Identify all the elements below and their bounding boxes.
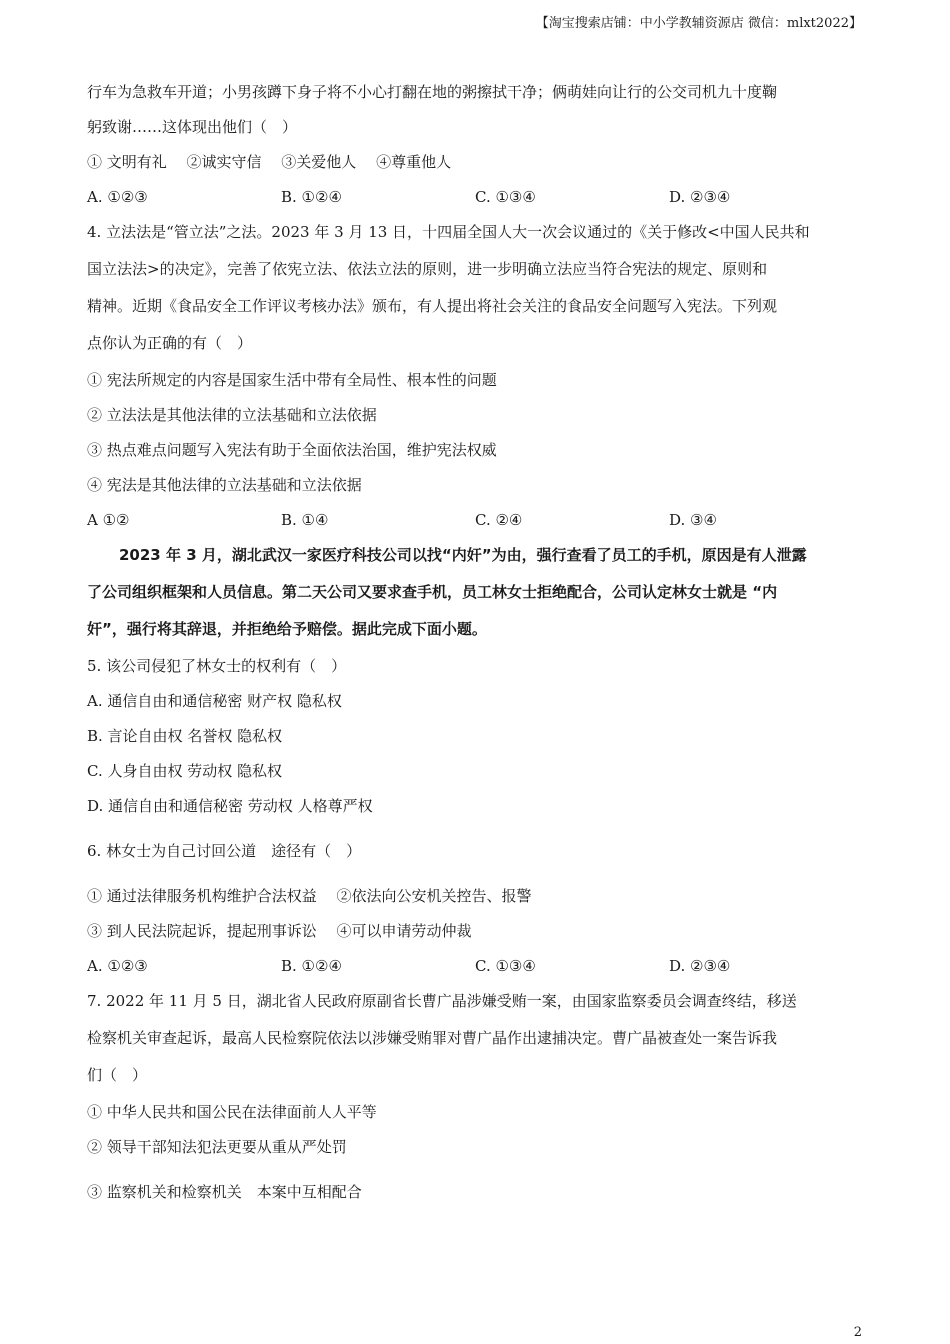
q4-statement-1: ① 宪法所规定的内容是国家生活中带有全局性、根本性的问题 [87,371,497,389]
material-line-3: 奸”，强行将其辞退，并拒绝给予赔偿。据此完成下面小题。 [87,620,487,638]
q5-option-b: B. 言论自由权 名誉权 隐私权 [87,727,283,745]
q3-statements: ① 文明有礼 ②诚实守信 ③关爱他人 ④尊重他人 [87,153,452,171]
q6-statements-2: ③ 到人民法院起诉，提起刑事诉讼 ④可以申请劳动仲裁 [87,922,472,940]
q4-stem-line-1: 4. 立法法是“管立法”之法。2023 年 3 月 13 日，十四届全国人大一次会议通过的《关于修改<中国人民共和 [87,223,810,241]
q3-stem-line-2: 躬致谢……这体现出他们（ ） [87,118,298,136]
q5-option-d: D. 通信自由和通信秘密 劳动权 人格尊严权 [87,797,373,815]
material-line-2: 了公司组织框架和人员信息。第二天公司又要求查手机，员工林女士拒绝配合，公司认定林女士就是 “内 [87,583,778,601]
q7-statement-2: ② 领导干部知法犯法更要从重从严处罚 [87,1138,347,1156]
q4-statement-4: ④ 宪法是其他法律的立法基础和立法依据 [87,476,362,494]
q4-option-d: D. ③④ [669,511,717,529]
q3-option-c: C. ①③④ [475,188,536,206]
document-body [87,78,867,1213]
q4-option-c: C. ②④ [475,511,523,529]
q5-stem: 5. 该公司侵犯了林女士的权利有（ ） [87,657,347,675]
q4-stem-line-4: 点你认为正确的有（ ） [87,334,253,352]
q7-stem-line-1: 7. 2022 年 11 月 5 日，湖北省人民政府原副省长曹广晶涉嫌受贿一案，由国家监察委员会调查终结，移送 [87,992,797,1010]
q3-option-a: A. ①②③ [87,188,148,206]
q4-statement-3: ③ 热点难点问题写入宪法有助于全面依法治国，维护宪法权威 [87,441,497,459]
q3-option-b: B. ①②④ [281,188,342,206]
q3-options [87,183,867,218]
q7-statement-1: ① 中华人民共和国公民在法律面前人人平等 [87,1103,377,1121]
q4-statement-2: ② 立法法是其他法律的立法基础和立法依据 [87,406,377,424]
q6-option-d: D. ②③④ [669,957,731,975]
q6-option-c: C. ①③④ [475,957,536,975]
q6-stem: 6. 林女士为自己讨回公道 途径有（ ） [87,842,362,860]
q5-option-c: C. 人身自由权 劳动权 隐私权 [87,762,283,780]
q6-options [87,952,867,987]
q6-option-b: B. ①②④ [281,957,342,975]
q3-option-d: D. ②③④ [669,188,731,206]
q4-option-b: B. ①④ [281,511,329,529]
q3-stem-line-1: 行车为急救车开道；小男孩蹲下身子将不小心打翻在地的粥擦拭干净；俩萌娃向让行的公交司机九十度鞠 [87,83,778,101]
page-number: 2 [853,1325,862,1340]
q7-stem-line-3: 们（ ） [87,1066,148,1084]
q5-option-a: A. 通信自由和通信秘密 财产权 隐私权 [87,692,342,710]
q4-stem-line-3: 精神。近期《食品安全工作评议考核办法》颁布，有人提出将社会关注的食品安全问题写入宪法。下列观 [87,297,778,315]
q4-options [87,506,867,541]
q4-option-a: A ①② [87,511,130,529]
q7-stem-line-2: 检察机关审查起诉，最高人民检察院依法以涉嫌受贿罪对曹广晶作出逮捕决定。曹广晶被查处一案告诉我 [87,1029,778,1047]
page-header: 【淘宝搜索店铺：中小学教辅资源店 微信：mlxt2022】 [535,16,862,31]
q6-option-a: A. ①②③ [87,957,148,975]
q7-statement-3: ③ 监察机关和检察机关 本案中互相配合 [87,1183,362,1201]
q4-stem-line-2: 国立法法>的决定》，完善了依宪立法、依法立法的原则，进一步明确立法应当符合宪法的规定、原则和 [87,260,768,278]
q6-statements-1: ① 通过法律服务机构维护合法权益 ②依法向公安机关控告、报警 [87,887,532,905]
material-line-1: 2023 年 3 月，湖北武汉一家医疗科技公司以找“内奸”为由，强行查看了员工的手机，原因是有人泄露 [119,546,807,564]
